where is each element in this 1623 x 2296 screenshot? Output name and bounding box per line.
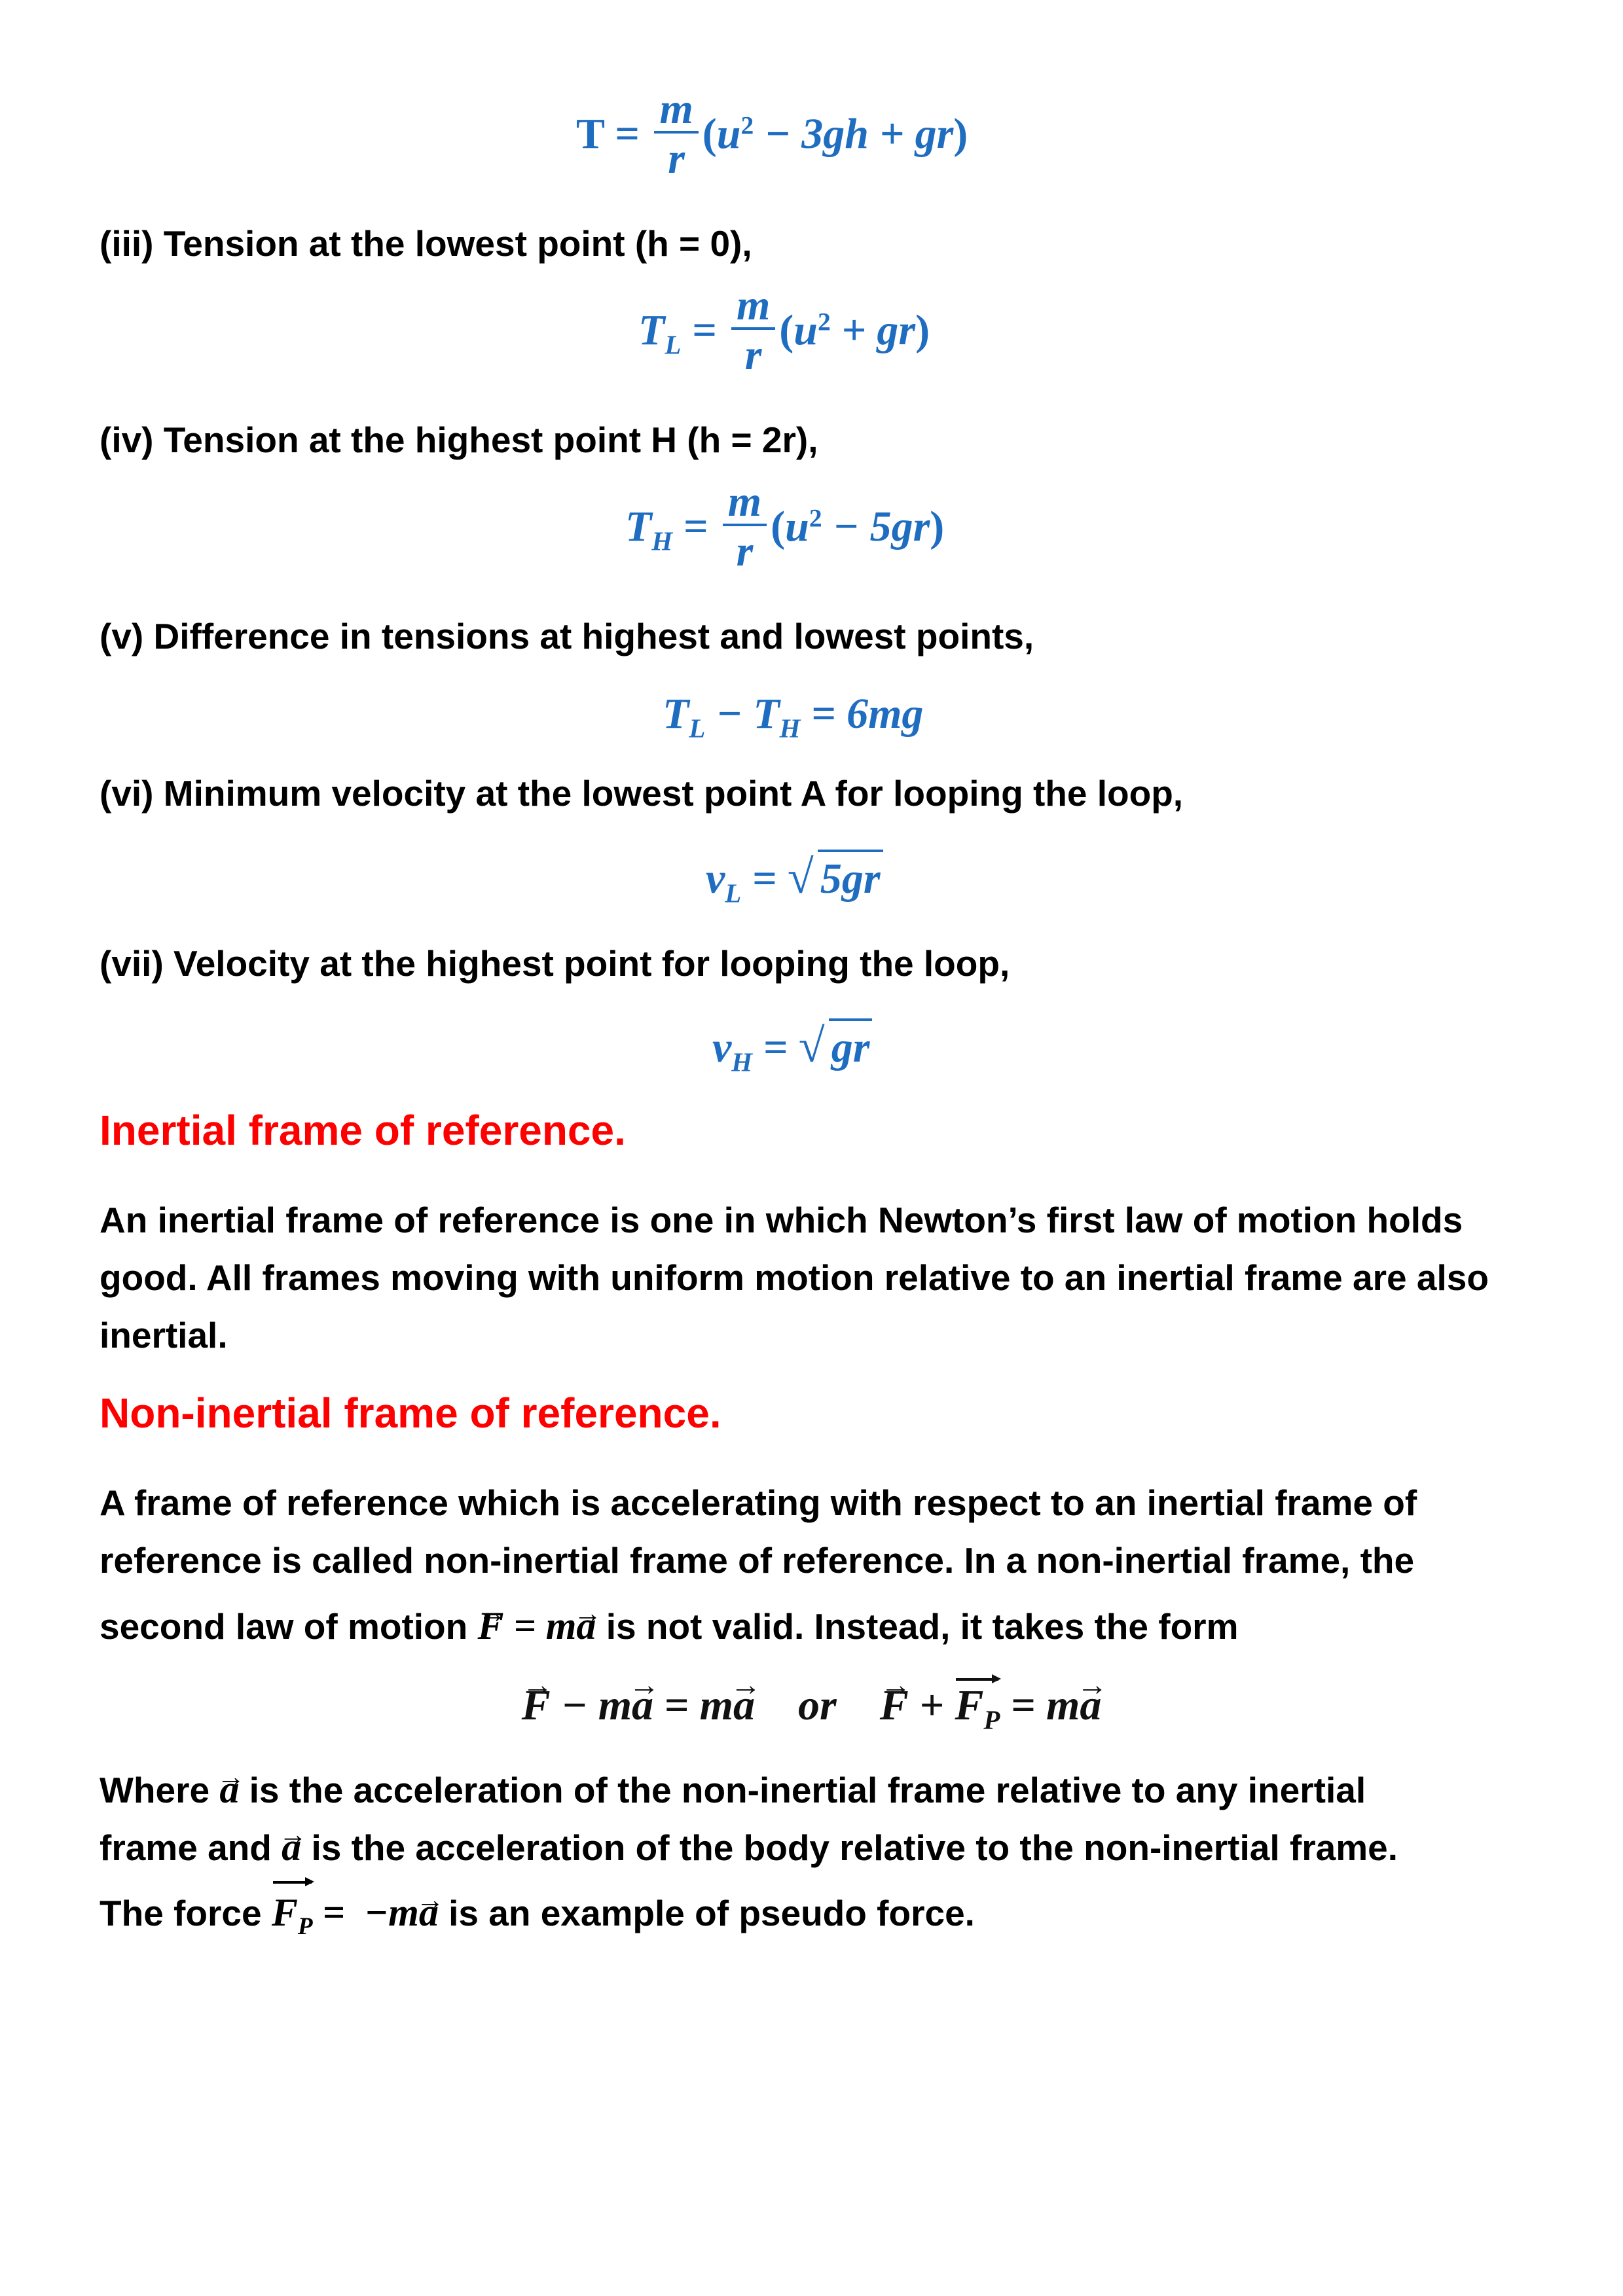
equation-pseudo-force-form: → F − m→ a = m→ a or → $F + F_P = m\to a$ — [0, 1681, 1623, 1735]
paragraph-where-line2 — [100, 1818, 1540, 1876]
paragraph-where-line1 — [100, 1761, 1540, 1819]
item-vi-text: (vi) Minimum velocity at the lowest point A for looping the loop, — [100, 773, 1184, 814]
inline-vector-a0: → a — [219, 1768, 239, 1811]
item-iv-text: (iv) Tension at the highest point H (h = 2r), — [100, 420, 818, 460]
line3-text-after: is not valid. Instead, it takes the form — [606, 1606, 1239, 1647]
inline-vector-a: → a — [282, 1825, 301, 1869]
where-line2-after: is the acceleration of the body relative to the non-inertial frame. — [311, 1827, 1398, 1868]
item-iii-text: (iii) Tension at the lowest point (h = 0), — [100, 223, 752, 264]
equation-velocity-highest: $v_H$ = √ gr — [712, 1026, 872, 1076]
equation-tension-lowest: $T_L$ = $\frac{m}{r}$ $(u^2 + gr)$ — [638, 281, 930, 379]
where-line3-before: The force — [100, 1893, 262, 1933]
heading-inertial-frame: Inertial frame of reference. — [100, 1107, 626, 1154]
paragraph-inertial-frame: An inertial frame of reference is one in which Newton’s first law of motion holds good. All frames moving with uniform motion relative to an inertial frame are also inertial. — [100, 1200, 1489, 1355]
equation-tension-general: T = $\frac{m}{r}$ $(u^2 - 3gh + gr)$ — [576, 85, 968, 183]
where-line3-after: is an example of pseudo force. — [448, 1893, 975, 1933]
where-line1-before: Where — [100, 1770, 210, 1810]
inline-equation-pseudo-force: $F_P = -m\to a$ — [272, 1891, 439, 1934]
item-vii-text: (vii) Velocity at the highest point for looping the loop, — [100, 943, 1010, 984]
line3-text-before: second law of motion — [100, 1606, 468, 1647]
where-line2-before: frame and — [100, 1827, 272, 1868]
paragraph-noninertial-line3 — [100, 1597, 1540, 1655]
equation-tension-difference: $T_L - T_H = 6mg$ — [663, 690, 924, 744]
paragraph-where-line3 — [100, 1884, 1540, 1956]
paragraph-noninertial-line2: reference is called non-inertial frame of reference. In a non-inertial frame, the — [100, 1540, 1415, 1581]
item-v-text: (v) Difference in tensions at highest and lowest points, — [100, 616, 1034, 656]
heading-noninertial-frame: Non-inertial frame of reference. — [100, 1390, 721, 1437]
equation-tension-highest: $T_H$ = $\frac{m}{r}$ $(u^2 - 5gr)$ — [625, 478, 945, 575]
inline-equation-f-equals-ma: → F = m→ a — [478, 1604, 596, 1647]
where-line1-after: is the acceleration of the non-inertial frame relative to any inertial — [249, 1770, 1366, 1810]
paragraph-noninertial-line1: A frame of reference which is accelerating with respect to an inertial frame of — [100, 1482, 1417, 1523]
equation-min-velocity-lowest: $v_L$ = √ 5gr — [706, 857, 883, 907]
